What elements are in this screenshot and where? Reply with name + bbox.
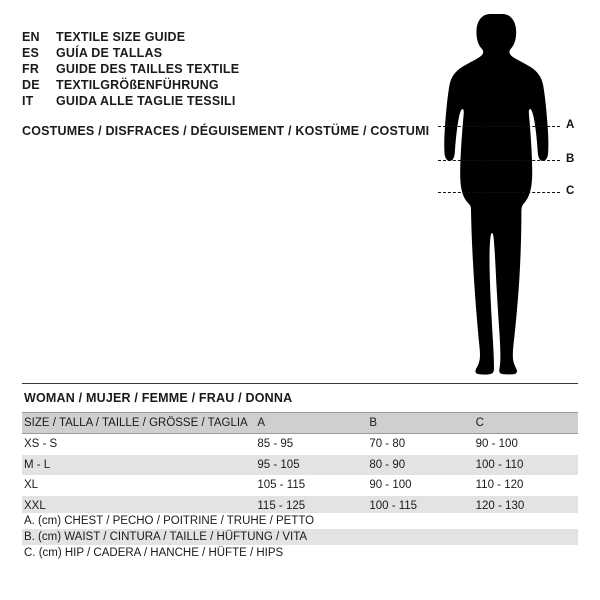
- language-title: GUIDA ALLE TAGLIE TESSILI: [56, 94, 236, 108]
- cell-hip: 110 - 120: [472, 475, 578, 495]
- language-code: ES: [22, 46, 40, 60]
- language-title: GUÍA DE TALLAS: [56, 46, 163, 60]
- language-row: [22, 78, 402, 92]
- language-code: DE: [22, 78, 40, 92]
- table-row: [22, 434, 578, 455]
- language-title: TEXTILGRÖßENFÜHRUNG: [56, 78, 219, 92]
- cell-chest: 95 - 105: [253, 455, 365, 475]
- cell-chest: 85 - 95: [253, 434, 365, 455]
- cell-waist: 100 - 115: [365, 496, 471, 516]
- language-title: TEXTILE SIZE GUIDE: [56, 30, 186, 44]
- language-title: GUIDE DES TAILLES TEXTILE: [56, 62, 240, 76]
- table-body: [22, 434, 578, 516]
- cell-chest: 105 - 115: [253, 475, 365, 495]
- costumes-subtitle: COSTUMES / DISFRACES / DÉGUISEMENT / KOSTÜME / COSTUMI: [22, 124, 430, 138]
- cell-waist: 80 - 90: [365, 455, 471, 475]
- size-table-block: [22, 383, 578, 516]
- chest-measure-line: [438, 126, 560, 127]
- cell-hip: 100 - 110: [472, 455, 578, 475]
- language-row: [22, 94, 402, 108]
- waist-measure-label: B: [566, 153, 575, 165]
- cell-hip: 120 - 130: [472, 496, 578, 516]
- cell-waist: 90 - 100: [365, 475, 471, 495]
- cell-size: XL: [22, 475, 253, 495]
- cell-waist: 70 - 80: [365, 434, 471, 455]
- legend-waist: B. (cm) WAIST / CINTURA / TAILLE / HÜFTUNG / VITA: [22, 529, 578, 545]
- language-code: IT: [22, 94, 34, 108]
- figure-area: [400, 12, 590, 382]
- language-row: [22, 30, 402, 44]
- table-group-title: WOMAN / MUJER / FEMME / FRAU / DONNA: [24, 391, 293, 405]
- column-header-b: B: [365, 413, 471, 434]
- header-block: [22, 30, 430, 138]
- chest-measure-label: A: [566, 119, 575, 131]
- cell-size: XS - S: [22, 434, 253, 455]
- cell-hip: 90 - 100: [472, 434, 578, 455]
- hip-measure-label: C: [566, 185, 575, 197]
- cell-size: M - L: [22, 455, 253, 475]
- hip-measure-line: [438, 192, 560, 193]
- legend-hip: C. (cm) HIP / CADERA / HANCHE / HÜFTE / HIPS: [22, 545, 578, 561]
- column-header-c: C: [472, 413, 578, 434]
- table-row: [22, 475, 578, 495]
- column-header-a: A: [253, 413, 365, 434]
- cell-size: XXL: [22, 496, 253, 516]
- table-header: [22, 413, 578, 434]
- waist-measure-line: [438, 160, 560, 161]
- measurement-legend: [22, 513, 578, 561]
- language-code: EN: [22, 30, 40, 44]
- legend-chest: A. (cm) CHEST / PECHO / POITRINE / TRUHE / PETTO: [22, 513, 578, 529]
- woman-silhouette-icon: [420, 12, 560, 380]
- size-table: [22, 412, 578, 516]
- language-code: FR: [22, 62, 40, 76]
- language-row: [22, 62, 402, 76]
- language-row: [22, 46, 402, 60]
- cell-chest: 115 - 125: [253, 496, 365, 516]
- table-row: [22, 455, 578, 475]
- table-header-row: [22, 413, 578, 434]
- column-header-size: SIZE / TALLA / TAILLE / GRÖSSE / TAGLIA: [22, 413, 253, 434]
